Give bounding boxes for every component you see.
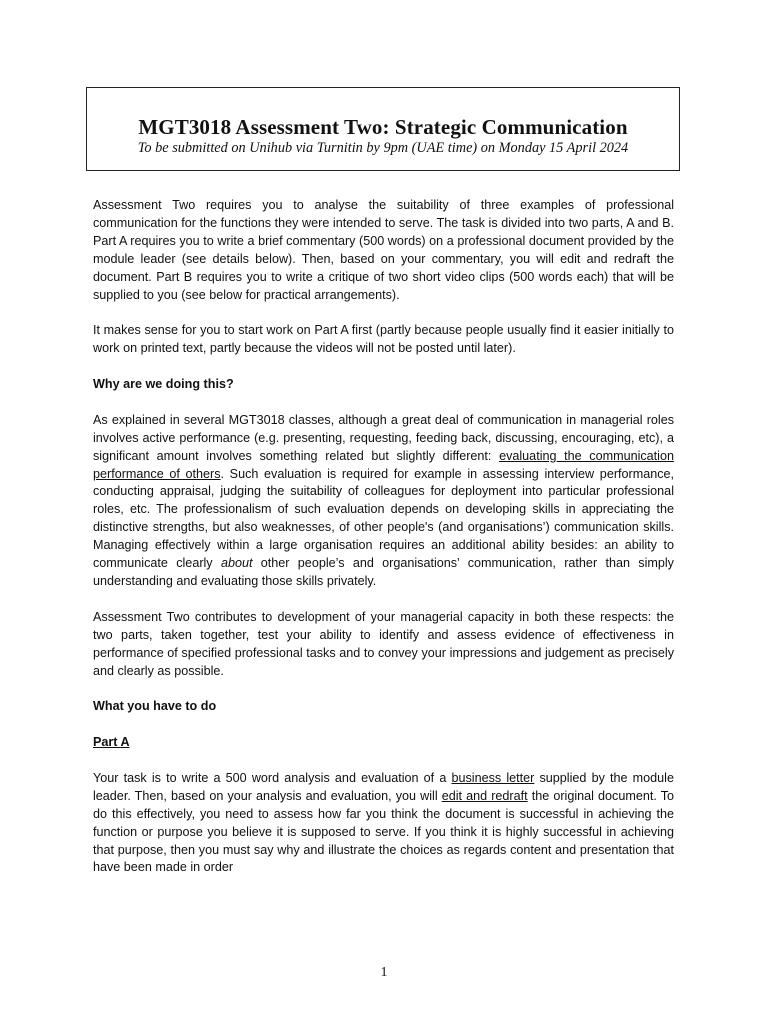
why-p1-italic: about (220, 556, 253, 571)
why-p1-text-b: . Such evaluation is required for example in assessing interview performance, conducting appraisal, judging the suitability of colleagues for deployment into particular professional roles, etc. The professionalism of such evaluation depends on developing skills in appreciating the distinctive strengths, but also weaknesses, of other people's (and organisations’) communication skills. Managing effectively within a large organisation requires an additional ability besides: an ability to communicate clearly (93, 466, 675, 571)
title-box (86, 87, 680, 171)
why-heading: Why are we doing this? (93, 377, 234, 392)
why-p1-underlined: evaluating the communication performance of others (93, 448, 674, 481)
intro-paragraph-1: Assessment Two requires you to analyse the suitability of three examples of professional communication for the functions they were intended to serve. The task is divided into two parts, A and B. Part A requires you to write a brief commentary (500 words) on a professional document provided by the module leader (see details below). Then, based on your commentary, you will edit and redraft the document. Part B requires you to write a critique of two short video clips (500 words each) that will be supplied to you (see below for practical arrangements). (93, 198, 674, 302)
part-a-text-b: supplied by the module leader. Then, based on your analysis and evaluation, you will (93, 770, 674, 803)
document-body (93, 197, 674, 895)
page-number: 1 (380, 965, 388, 980)
what-heading: What you have to do (93, 699, 217, 714)
part-a-text-a: Your task is to write a 500 word analysis and evaluation of a (93, 770, 452, 785)
part-a-text-c: the original document. To do this effectively, you need to assess how far you think the document is successful in achieving the function or purpose you believe it is supposed to serve. If you think it is highly successful in achieving that purpose, then you must say why and illustrate the choices as regards content and presentation that have been made in order (93, 788, 674, 875)
why-p1-text-a: As explained in several MGT3018 classes, although a great deal of communication in managerial roles involves active performance (e.g. presenting, requesting, feeding back, discussing, encouraging, etc), a significant amount involves something related but slightly different: (93, 412, 674, 463)
part-a-underlined-1: business letter (451, 770, 535, 785)
document-title: MGT3018 Assessment Two: Strategic Communication (138, 115, 628, 139)
why-paragraph-1 (93, 412, 674, 591)
part-a-underlined-2: edit and redraft (441, 788, 528, 803)
part-a-heading: Part A (93, 735, 130, 750)
intro-paragraph-2: It makes sense for you to start work on Part A first (partly because people usually find it easier initially to work on printed text, partly because the videos will not be posted until later). (93, 323, 674, 356)
why-p1-text-c: other people’s and organisations’ communication, rather than simply understanding and evaluating those skills privately. (93, 556, 674, 588)
why-paragraph-2: Assessment Two contributes to development of your managerial capacity in both these respects: the two parts, taken together, test your ability to identify and assess evidence of effectiveness in performance of specified professional tasks and to convey your impressions and judgement as precisely and clearly as possible. (93, 609, 674, 678)
submission-deadline: To be submitted on Unihub via Turnitin by 9pm (UAE time) on Monday 15 April 2024 (137, 140, 629, 156)
part-a-paragraph-1 (93, 770, 674, 877)
